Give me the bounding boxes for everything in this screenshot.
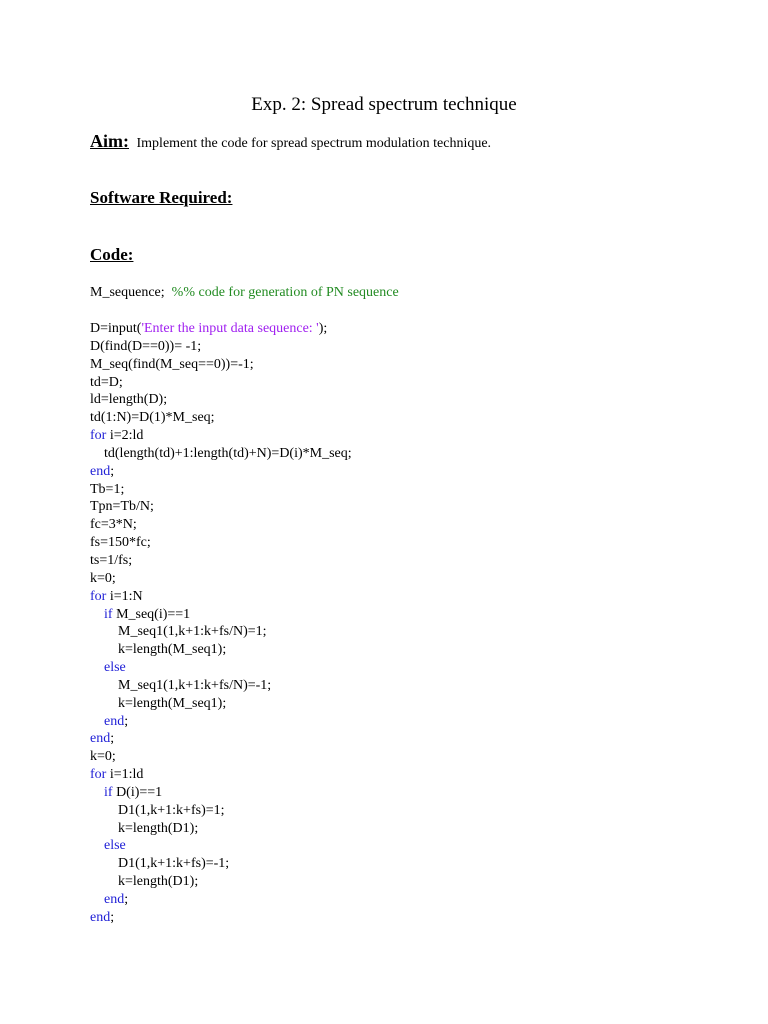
- code-line: [90, 570, 352, 588]
- code-token: k=length(D1);: [90, 820, 199, 836]
- code-keyword: end: [90, 463, 111, 479]
- code-token: k=length(D1);: [90, 874, 199, 890]
- code-token: [90, 892, 104, 907]
- code-keyword: for: [90, 767, 107, 783]
- code-block: [90, 320, 352, 927]
- page-title: Exp. 2: Spread spectrum technique: [251, 94, 517, 115]
- code-token: [90, 785, 104, 800]
- m-sequence-line: [90, 283, 399, 303]
- code-line: [90, 463, 352, 481]
- code-line: [90, 730, 352, 748]
- code-keyword: end: [90, 909, 111, 925]
- code-line: [90, 552, 352, 570]
- code-token: [90, 607, 104, 622]
- code-line: [90, 766, 352, 784]
- code-token: i=1:ld: [106, 767, 144, 783]
- code-line: [90, 623, 352, 641]
- code-line: [90, 356, 352, 374]
- code-token: td(1:N)=D(1)*M_seq;: [90, 410, 215, 426]
- code-token: i=1:N: [106, 588, 143, 604]
- code-keyword: if: [104, 784, 113, 800]
- code-line: [90, 409, 352, 427]
- code-token: ;: [110, 909, 115, 925]
- code-token: k=length(M_seq1);: [90, 695, 227, 711]
- code-line: [90, 748, 352, 766]
- code-token: fc=3*N;: [90, 517, 137, 533]
- code-line: [90, 837, 352, 855]
- code-token: k=0;: [90, 749, 116, 765]
- code-token: k=0;: [90, 570, 116, 586]
- code-token: k=length(M_seq1);: [90, 642, 227, 658]
- code-keyword: end: [104, 892, 125, 907]
- code-token: D(i)==1: [112, 784, 163, 800]
- code-token: D=input(: [90, 321, 142, 336]
- code-token: td(length(td)+1:length(td)+N)=D(i)*M_seq;: [90, 445, 352, 461]
- code-token: Tb=1;: [90, 481, 125, 497]
- code-token: ;: [110, 463, 115, 479]
- code-token: M_seq1(1,k+1:k+fs/N)=-1;: [90, 677, 272, 693]
- aim-label: Aim:: [90, 131, 129, 151]
- m-sequence-comment: %% code for generation of PN sequence: [171, 285, 399, 300]
- code-line: [90, 427, 352, 445]
- code-line: [90, 320, 352, 338]
- code-token: D(find(D==0))= -1;: [90, 338, 202, 354]
- code-line: [90, 534, 352, 552]
- code-line: [90, 391, 352, 409]
- code-line: [90, 891, 352, 909]
- aim-text: Implement the code for spread spectrum modulation technique.: [136, 136, 492, 151]
- code-token: Tpn=Tb/N;: [90, 499, 154, 515]
- code-line: [90, 909, 352, 927]
- code-token: ts=1/fs;: [90, 552, 133, 568]
- m-sequence-call: M_sequence;: [90, 285, 172, 300]
- code-token: fs=150*fc;: [90, 535, 151, 551]
- code-line: [90, 659, 352, 677]
- code-token: ;: [124, 713, 129, 729]
- code-token: M_seq(i)==1: [112, 606, 191, 622]
- code-keyword: end: [90, 731, 111, 747]
- code-line: [90, 641, 352, 659]
- code-line: [90, 820, 352, 838]
- aim-line: [90, 130, 491, 155]
- code-token: ld=length(D);: [90, 392, 168, 408]
- code-keyword: for: [90, 428, 107, 444]
- code-token: [90, 838, 104, 853]
- code-token: M_seq1(1,k+1:k+fs/N)=1;: [90, 624, 267, 640]
- code-keyword: end: [104, 713, 125, 729]
- code-keyword: else: [104, 838, 126, 854]
- code-line: [90, 374, 352, 392]
- code-line: [90, 855, 352, 873]
- code-line: [90, 873, 352, 891]
- code-line: [90, 498, 352, 516]
- code-line: [90, 784, 352, 802]
- software-required-heading: Software Required:: [90, 188, 233, 207]
- code-token: );: [318, 321, 328, 336]
- code-token: ;: [124, 892, 129, 907]
- code-keyword: for: [90, 588, 107, 604]
- code-line: [90, 338, 352, 356]
- code-token: D1(1,k+1:k+fs)=-1;: [90, 856, 230, 872]
- code-line: [90, 516, 352, 534]
- code-string: 'Enter the input data sequence: ': [141, 321, 319, 336]
- code-token: D1(1,k+1:k+fs)=1;: [90, 802, 225, 818]
- code-token: [90, 660, 104, 675]
- code-line: [90, 606, 352, 624]
- code-token: ;: [110, 731, 115, 747]
- code-line: [90, 713, 352, 731]
- code-token: td=D;: [90, 374, 123, 390]
- code-keyword: if: [104, 606, 113, 622]
- code-line: [90, 677, 352, 695]
- code-token: M_seq(find(M_seq==0))=-1;: [90, 356, 254, 372]
- code-line: [90, 588, 352, 606]
- code-keyword: else: [104, 660, 126, 676]
- code-line: [90, 445, 352, 463]
- code-token: [90, 714, 104, 729]
- code-token: i=2:ld: [106, 428, 144, 444]
- code-heading: Code:: [90, 245, 134, 264]
- code-line: [90, 481, 352, 499]
- code-line: [90, 802, 352, 820]
- code-line: [90, 695, 352, 713]
